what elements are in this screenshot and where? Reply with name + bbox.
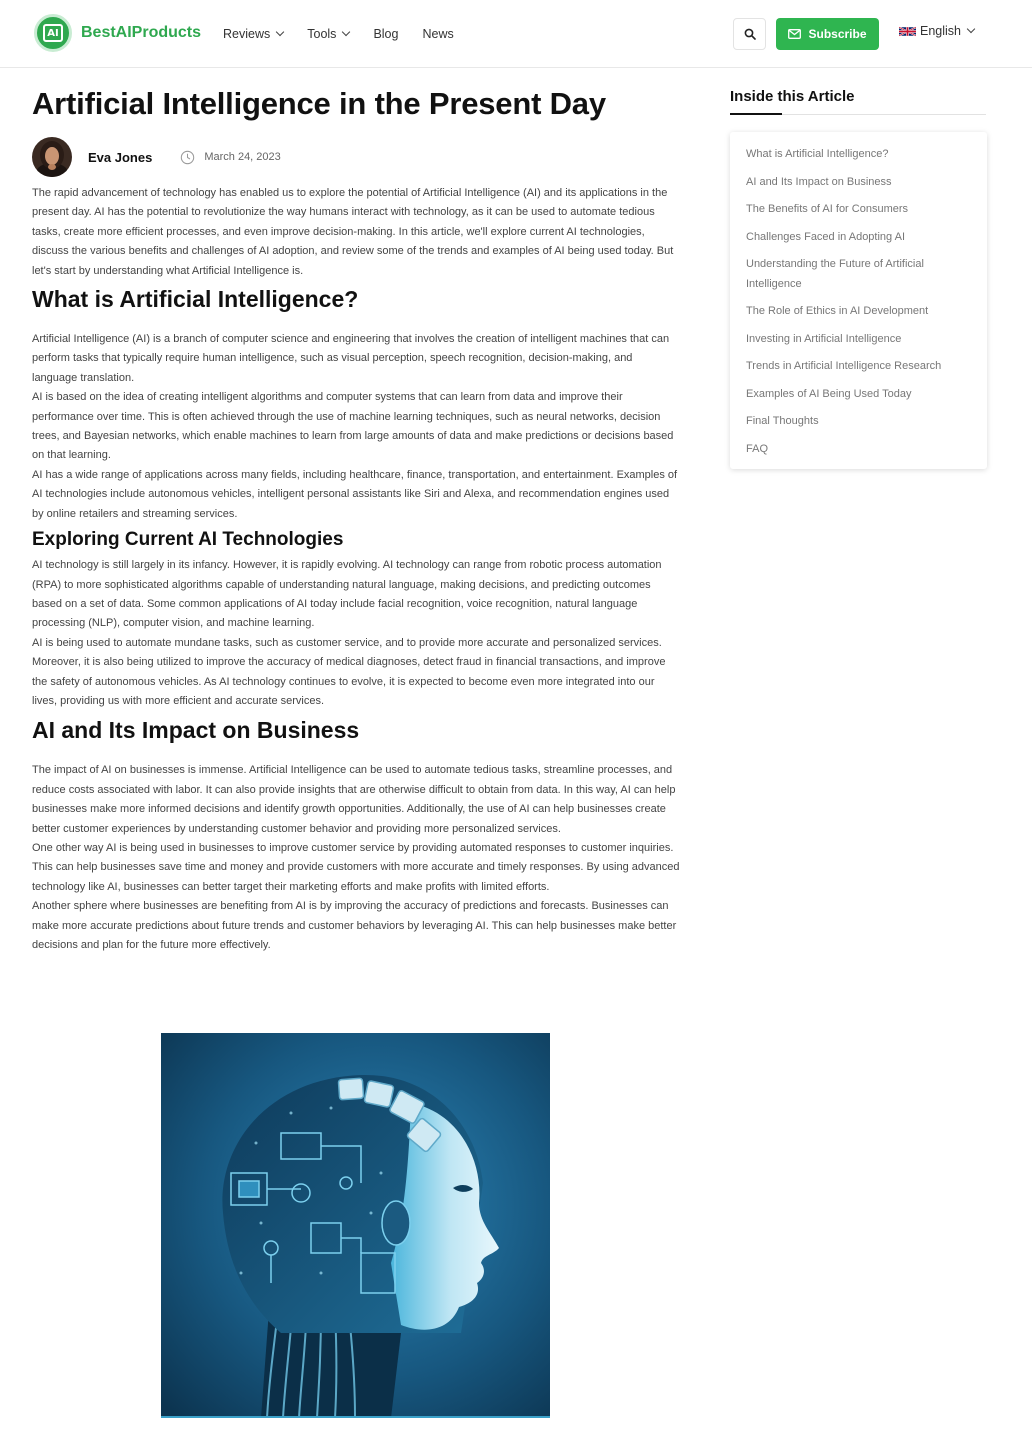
toc-title: Inside this Article (730, 88, 855, 105)
paragraph: The impact of AI on businesses is immense. Artificial Intelligence can be used to automate tedious tasks, streamline processes, and reduce costs associated with labor. It can also provide insights that are otherwise difficult to obtain from data. In this way, AI can help businesses make more informed decisions and identify growth opportunities. Additionally, the use of AI can help businesses create better customer experiences by understanding customer behavior and providing more personalized services. (32, 764, 676, 835)
author-avatar[interactable] (32, 137, 72, 177)
toc-item[interactable]: Investing in Artificial Intelligence (746, 332, 902, 345)
section-heading-ai-business: AI and Its Impact on Business (32, 717, 360, 744)
brand-name: BestAIProducts (81, 24, 202, 41)
nav-item-blog[interactable] (373, 27, 398, 41)
site-header (0, 0, 1032, 68)
paragraph: Another sphere where businesses are benefiting from AI is by improving the accuracy of predictions and forecasts. Businesses can make more accurate predictions about future trends and customer behaviors by leveraging AI. This can help businesses make better decisions and plan for the future more effectively. (32, 900, 677, 951)
toc-item[interactable]: AI and Its Impact on Business (746, 175, 892, 188)
chevron-down-icon (276, 28, 284, 36)
toc-item[interactable]: What is Artificial Intelligence? (746, 148, 889, 160)
nav-item-label: News (422, 27, 454, 41)
article-image-ai-head (161, 1033, 550, 1418)
toc-item[interactable]: Final Thoughts (746, 415, 819, 427)
toc-divider (730, 114, 986, 115)
article-meta (32, 136, 680, 178)
toc-item[interactable]: FAQ (746, 442, 769, 455)
author-name[interactable]: Eva Jones (88, 149, 153, 165)
publish-date: March 24, 2023 (204, 151, 281, 163)
nav-item-reviews[interactable] (223, 27, 283, 41)
chevron-down-icon (342, 28, 350, 36)
toc-item[interactable]: The Benefits of AI for Consumers (746, 203, 909, 215)
paragraph: AI technology is still largely in its infancy. However, it is rapidly evolving. AI technology can range from robotic process automation (RPA) to more sophisticated algorithms capable of understanding natural language, making decisions, and predicting outcomes based on a set of data. Some common applications of AI today include facial recognition, voice recognition, natural language processing (NLP), computer vision, and machine learning. (32, 559, 662, 630)
paragraph: Artificial Intelligence (AI) is a branch of computer science and engineering that involves the creation of intelligent machines that can perform tasks that typically require human intelligence, such as visual perception, speech recognition, decision-making, and language translation. (32, 333, 670, 384)
site-logo[interactable] (34, 14, 201, 52)
avatar-image (32, 137, 72, 177)
logo-badge (34, 14, 72, 52)
paragraph: AI has a wide range of applications across many fields, including healthcare, finance, transportation, and entertainment. Examples of AI technologies include autonomous vehicles, intelligent personal assistants like Siri and Alexa, and recommendation engines used by online retailers and streaming services. (32, 468, 678, 520)
article (32, 84, 680, 955)
article-intro: The rapid advancement of technology has enabled us to explore the potential of Artificial Intelligence (AI) and its applications in the present day. AI has the potential to revolutionize the way humans interact with technology, as it can be used to automate tedious tasks, create more efficient processes, and even improve decision-making. In this article, we'll explore current AI technologies, discuss the various benefits and challenges of AI adoption, and review some of the trends and examples of AI being used today. But let's start by understanding what Artificial Intelligence is. (32, 187, 674, 277)
nav-item-news[interactable] (422, 27, 453, 41)
table-of-contents (730, 132, 987, 469)
uk-flag-icon (899, 26, 916, 37)
paragraph: One other way AI is being used in businesses to improve customer service by providing automated responses to customer inquiries. This can help businesses save time and money and provide customers with more accurate and timely responses. By using advanced technology like AI, businesses can better target their marketing efforts and make profits with limited efforts. (32, 841, 680, 893)
chevron-down-icon (967, 25, 975, 33)
toc-item[interactable]: Challenges Faced in Adopting AI (746, 230, 906, 243)
nav-item-tools[interactable] (307, 27, 349, 41)
mail-icon (788, 29, 801, 39)
logo-chip-icon: AI (43, 24, 63, 42)
language-selector[interactable] (899, 24, 974, 38)
paragraph: AI is based on the idea of creating intelligent algorithms and computer systems that can learn from data and improve their performance over time. This is often achieved through the use of machine learning techniques, such as neural networks, decision trees, and Bayesian networks, which enable machines to learn from large amounts of data and make predictions or decisions based on that learning. (32, 391, 674, 462)
nav-item-label: Blog (373, 27, 399, 41)
section-heading-exploring-ai: Exploring Current AI Technologies (32, 529, 344, 551)
toc-item[interactable]: Examples of AI Being Used Today (746, 387, 912, 400)
clock-icon (180, 150, 195, 165)
main-nav (223, 0, 478, 68)
toc-header (730, 88, 986, 115)
search-icon (744, 28, 756, 40)
nav-item-label: Reviews (223, 27, 271, 41)
section-heading-what-is-ai: What is Artificial Intelligence? (32, 286, 359, 313)
nav-item-label: Tools (307, 27, 337, 41)
toc-item[interactable]: Understanding the Future of Artificial Intelligence (746, 258, 924, 290)
ai-head-illustration (161, 1033, 550, 1418)
toc-item[interactable]: The Role of Ethics in AI Development (746, 305, 929, 317)
subscribe-label: Subscribe (808, 27, 867, 41)
toc-item[interactable]: Trends in Artificial Intelligence Research (746, 360, 942, 372)
search-button[interactable] (733, 18, 766, 50)
article-title: Artificial Intelligence in the Present Day (32, 86, 606, 121)
subscribe-button[interactable] (776, 18, 879, 50)
language-label: English (920, 24, 961, 38)
paragraph: AI is being used to automate mundane tasks, such as customer service, and to provide more accurate and personalized services. Moreover, it is also being utilized to improve the accuracy of medical diagnoses, detect fraud in financial transactions, and improve the safety of autonomous vehicles. As AI technology continues to evolve, it is expected to become even more integrated into our lives, providing us with more efficient and accurate services. (32, 636, 666, 707)
